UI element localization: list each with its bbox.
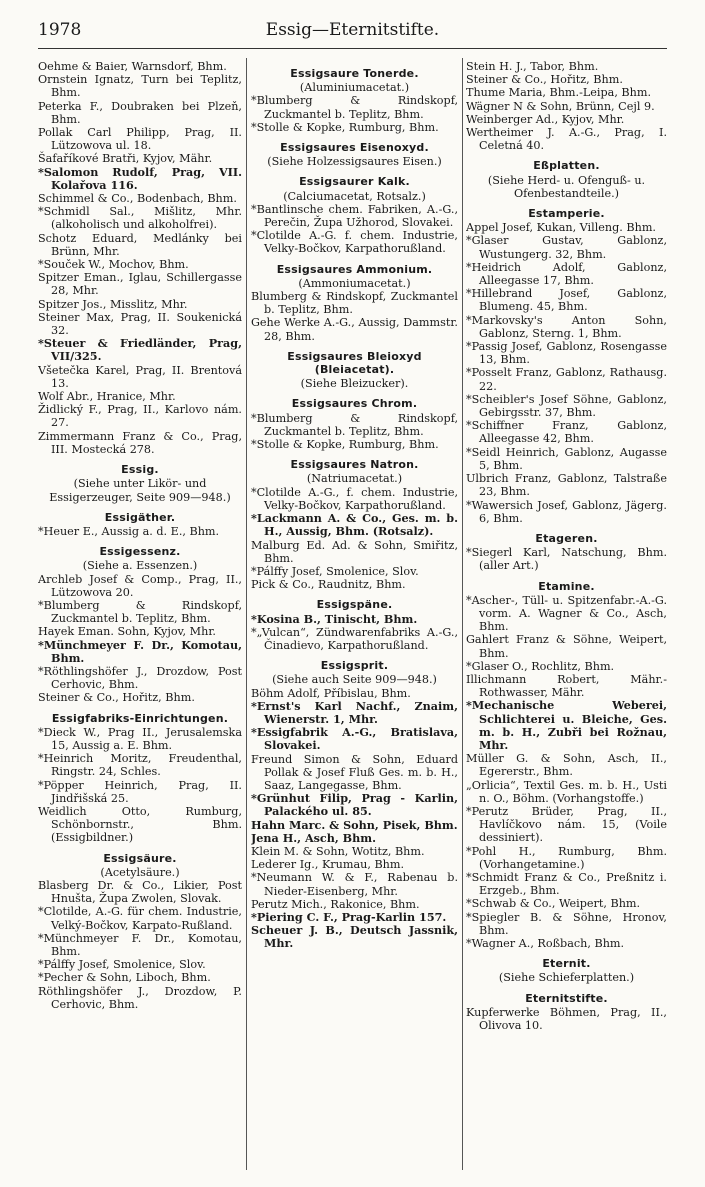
directory-entry: Gahlert Franz & Söhne, Weipert, Bhm. (466, 633, 667, 660)
directory-entry: *Perutz Brüder, Prag, II., Havlíčkovo nám. 15, (Voile dessiniert). (466, 804, 667, 845)
section-heading: Essigsaure Tonerde. (290, 67, 419, 80)
directory-entry: *Grünhut Filip, Prag - Karlin, Palackého ul. 85. (251, 791, 458, 819)
directory-entry: Wolf Abr., Hranice, Mhr. (38, 390, 176, 404)
directory-entry: Steiner & Co., Hořitz, Bhm. (466, 73, 623, 87)
directory-entry: *Pohl H., Rumburg, Bhm. (Vorhangetamine.) (466, 844, 667, 871)
section-heading: Eßplatten. (533, 159, 600, 173)
directory-entry: *Markovsky's Anton Sohn, Gablonz, Sterng. 1, Bhm. (466, 313, 667, 340)
directory-entry: *Hillebrand Josef, Gablonz, Blumeng. 45, Bhm. (466, 287, 667, 314)
directory-entry: Appel Josef, Kukan, Villeng. Bhm. (466, 221, 656, 235)
page-header (38, 14, 667, 44)
directory-entry: *Ascher-, Tüll- u. Spitzenfabr.-A.-G. vorm. A. Wagner & Co., Asch, Bhm. (466, 593, 667, 634)
section-heading: Essigsäure. (103, 851, 177, 865)
section-heading: Essigfabriks-Einrichtungen. (51, 711, 229, 725)
directory-entry: Stein H. J., Tabor, Bhm. (466, 60, 599, 73)
section-note: (Aluminiumacetat.) (299, 81, 410, 95)
directory-entry: Weidlich Otto, Rumburg, Schönbornstr., Bhm. (Essigbildner.) (38, 804, 242, 845)
section-heading: Eternit. (542, 957, 591, 971)
directory-entry: *Schiffner Franz, Gablonz, Alleegasse 42, Bhm. (466, 419, 667, 446)
directory-entry: *Glaser O., Rochlitz, Bhm. (466, 659, 615, 673)
directory-entry: *Stolle & Kopke, Rumburg, Bhm. (251, 438, 439, 452)
directory-entry: *Wagner A., Roßbach, Bhm. (466, 937, 625, 950)
section-note: (Siehe auch Seite 909—948.) (272, 673, 437, 687)
directory-entry: Müller G. & Sohn, Asch, II., Egererstr., Bhm. (466, 752, 667, 779)
directory-entry: Thume Maria, Bhm.-Leipa, Bhm. (466, 86, 652, 100)
directory-entry: Steiner Max, Prag, II. Soukenická 32. (38, 310, 242, 338)
directory-entry: Scheuer J. B., Deutsch Jassnik, Mhr. (251, 923, 458, 951)
directory-entry: *Blumberg & Rindskopf, Zuckmantel b. Teplitz, Bhm. (38, 598, 242, 626)
directory-entry: Spitzer Jos., Misslitz, Mhr. (38, 297, 188, 311)
directory-entry: Jena H., Asch, Bhm. (251, 830, 376, 845)
directory-entry: *Glaser Gustav, Gablonz, Wustungerg. 32, Bhm. (466, 234, 667, 261)
directory-entry: Židlický F., Prag, II., Karlovo nám. 27. (38, 403, 242, 430)
directory-entry: Freund Simon & Sohn, Eduard Pollak & Josef Fluß Ges. m. b. H., Saaz, Langegasse, Bhm. (251, 752, 458, 792)
directory-entry: *Posselt Franz, Gablonz, Rathausg. 22. (466, 366, 667, 393)
column-left (38, 60, 242, 1176)
directory-entry: *Steuer & Friedländer, Prag, VII/325. (38, 336, 242, 364)
directory-entry: Hayek Eman. Sohn, Kyjov, Mhr. (38, 625, 216, 639)
directory-entry: Böhm Adolf, Příbislau, Bhm. (251, 686, 411, 700)
directory-entry: *Schmidl Sal., Mišlitz, Mhr. (alkoholisch und alkoholfrei). (38, 205, 242, 232)
directory-entry: Gehe Werke A.-G., Aussig, Dammstr. 28, Bhm. (251, 316, 458, 343)
section-note: (Ammoniumacetat.) (298, 276, 411, 290)
directory-entry: Všetečka Karel, Prag, II. Brentová 13. (38, 363, 242, 390)
directory-entry: Schotz Eduard, Medlánky bei Brünn, Mhr. (38, 231, 242, 258)
section-note: (Siehe Herd- u. Ofenguß- u. Ofenbestandteile.) (487, 173, 646, 200)
directory-entry: *Stolle & Kopke, Rumburg, Bhm. (251, 120, 439, 134)
directory-entry: Ulbrich Franz, Gablonz, Talstraße 23, Bhm. (466, 472, 667, 499)
directory-entry: Röthlingshöfer J., Drozdow, P. Cerhovic, Bhm. (38, 984, 242, 1011)
section-heading: Essigsaurer Kalk. (299, 175, 410, 189)
directory-entry: *Heidrich Adolf, Gablonz, Alleegasse 17, Bhm. (466, 260, 667, 288)
section-note: (Acetylsäure.) (100, 865, 180, 879)
directory-entry: *Schmidt Franz & Co., Preßnitz i. Erzgeb., Bhm. (466, 870, 667, 898)
section-heading: Essigspäne. (316, 598, 393, 612)
directory-entry: Weinberger Ad., Kyjov, Mhr. (466, 112, 625, 126)
directory-entry: Pick & Co., Raudnitz, Bhm. (251, 578, 406, 592)
directory-entry: *Ernst's Karl Nachf., Znaim, Wienerstr. 1, Mhr. (251, 698, 458, 726)
directory-entry: *Scheibler's Josef Söhne, Gablonz, Gebirgsstr. 37, Bhm. (466, 392, 667, 420)
directory-entry: Archleb Josef & Comp., Prag, II., Lützowova 20. (38, 572, 242, 599)
section-note: (Siehe a. Essenzen.) (82, 559, 198, 573)
section-heading: Essigessenz. (99, 545, 181, 559)
directory-entry: „Orlicia“, Textil Ges. m. b. H., Usti n. O., Böhm. (Vorhangstoffe.) (466, 778, 667, 805)
directory-entry: Kupferwerke Böhmen, Prag, II., Olivova 10. (466, 1005, 667, 1033)
directory-entry: *Essigfabrik A.-G., Bratislava, Slovakei. (251, 725, 458, 753)
directory-entry: Wägner N & Sohn, Brünn, Cejl 9. (466, 99, 655, 113)
section-heading: Estamperie. (528, 207, 605, 221)
directory-entry: *Pecher & Sohn, Liboch, Bhm. (38, 971, 211, 985)
directory-entry: *Schwab & Co., Weipert, Bhm. (466, 897, 641, 911)
directory-entry: *Pálffy Josef, Smolenice, Slov. (251, 564, 419, 578)
directory-entry: *Röthlingshöfer J., Drozdow, Post Cerhovic, Bhm. (38, 664, 242, 692)
section-heading: Essigsaures Bleioxyd (Bleiacetat). (287, 349, 422, 377)
directory-entry: Spitzer Eman., Iglau, Schillergasse 28, Mhr. (38, 271, 242, 298)
section-note: (Calciumacetat, Rotsalz.) (283, 189, 426, 203)
directory-entry: *Siegerl Karl, Natschung, Bhm. (aller Art.) (466, 546, 667, 573)
directory-entry: Peterka F., Doubraken bei Plzeň, Bhm. (38, 99, 242, 126)
directory-entry: Blumberg & Rindskopf, Zuckmantel b. Teplitz, Bhm. (251, 290, 458, 317)
directory-entry: Klein M. & Sohn, Wotitz, Bhm. (251, 844, 425, 858)
section-note: (Siehe unter Likör- und Essigerzeuger, Seite 909—948.) (49, 477, 231, 504)
directory-entry: *Clotilde, A.-G. für chem. Industrie, Velký-Bočkov, Karpato-Rußland. (38, 905, 242, 932)
directory-entry: *Neumann W. & F., Rabenau b. Nieder-Eisenberg, Mhr. (251, 871, 458, 898)
directory-entry: *Pöpper Heinrich, Prag, II. Jindřišská 25. (38, 778, 242, 805)
section-note: (Siehe Holzessigsaures Eisen.) (267, 155, 442, 169)
directory-entry: Schimmel & Co., Bodenbach, Bhm. (38, 192, 237, 206)
directory-entry: *Souček W., Mochov, Bhm. (38, 258, 189, 272)
directory-entry: Ornstein Ignatz, Turn bei Teplitz, Bhm. (38, 73, 242, 100)
directory-entry: *Kosina B., Tinischt, Bhm. (251, 611, 418, 626)
page-number: 1978 (38, 20, 82, 40)
section-heading: Essigsaures Ammonium. (276, 262, 433, 276)
directory-entry: *„Vulcan“, Zündwarenfabriks A.-G., Činadievo, Karpathorußland. (251, 625, 458, 652)
directory-entry: *Münchmeyer F. Dr., Komotau, Bhm. (38, 637, 242, 665)
section-heading: Etageren. (535, 531, 598, 545)
directory-entry: *Pálffy Josef, Smolenice, Slov. (38, 958, 206, 972)
directory-entry: Illichmann Robert, Mähr.-Rothwasser, Mähr. (466, 672, 667, 700)
directory-entry: Zimmermann Franz & Co., Prag, III. Mostecká 278. (38, 429, 242, 456)
directory-entry: *Wawersich Josef, Gablonz, Jägerg. 6, Bhm. (466, 498, 667, 525)
directory-entry: *Heuer E., Aussig a. d. E., Bhm. (38, 524, 220, 538)
directory-entry: *Salomon Rudolf, Prag, VII. Kolařova 116. (38, 164, 242, 192)
section-heading: Essigsprit. (320, 659, 389, 673)
directory-entry: Šafaříkové Bratři, Kyjov, Mähr. (38, 152, 213, 166)
directory-entry: Blasberg Dr. & Co., Likier, Post Hnušta, Župa Zwolen, Slovak. (38, 878, 242, 906)
directory-entry: *Piering C. F., Prag-Karlin 157. (251, 909, 447, 924)
section-heading: Essigsaures Chrom. (291, 397, 418, 411)
section-heading: Essigsaures Natron. (290, 458, 419, 472)
directory-entry: *Clotilde A.-G. f. chem. Industrie, Velky-Bočkov, Karpathorußland. (251, 229, 458, 256)
column-divider (246, 58, 247, 1170)
directory-entry: *Seidl Heinrich, Gablonz, Augasse 5, Bhm. (466, 445, 667, 472)
directory-entry: *Lackmann A. & Co., Ges. m. b. H., Aussig, Bhm. (Rotsalz). (251, 511, 458, 539)
directory-entry: Lederer Ig., Krumau, Bhm. (251, 858, 405, 872)
section-note: (Siehe Bleizucker). (300, 377, 409, 391)
directory-entry: *Heinrich Moritz, Freudenthal, Ringstr. 24, Schles. (38, 752, 242, 779)
directory-entry: *Münchmeyer F. Dr., Komotau, Bhm. (38, 931, 242, 958)
directory-entry: Perutz Mich., Rakonice, Bhm. (251, 897, 420, 911)
directory-entry: Steiner & Co., Hořitz, Bhm. (38, 691, 195, 705)
directory-entry: *Blumberg & Rindskopf, Zuckmantel b. Teplitz, Bhm. (251, 94, 458, 121)
column-divider (462, 58, 463, 1170)
section-heading: Essigäther. (104, 510, 176, 524)
header-rule (38, 48, 667, 49)
section-heading: Essig. (121, 463, 159, 477)
page-title: Essig—Eternitstifte. (265, 20, 440, 40)
directory-entry: Malburg Ed. Ad. & Sohn, Smiřitz, Bhm. (251, 538, 458, 565)
section-note: (Natriumacetat.) (306, 472, 403, 486)
directory-entry: *Dieck W., Prag II., Jerusalemska 15, Aussig a. E. Bhm. (38, 725, 242, 752)
section-heading: Essigsaures Eisenoxyd. (280, 141, 429, 155)
directory-entry: Oehme & Baier, Warnsdorf, Bhm. (38, 60, 227, 73)
directory-entry: Hahn Marc. & Sohn, Pisek, Bhm. (251, 817, 458, 832)
directory-entry: Pollak Carl Philipp, Prag, II. Lützowova ul. 18. (38, 126, 242, 153)
directory-entry: *Clotilde A.-G., f. chem. Industrie, Velky-Bočkov, Karpathorußland. (251, 485, 458, 512)
directory-entry: *Bantlinsche chem. Fabriken, A.-G., Perečin, Župa Užhorod, Slovakei. (251, 202, 458, 230)
directory-entry: Wertheimer J. A.-G., Prag, I. Celetná 40. (466, 126, 667, 153)
directory-entry: *Spiegler B. & Söhne, Hronov, Bhm. (466, 910, 667, 937)
section-heading: Eternitstifte. (525, 991, 608, 1005)
directory-entry: *Blumberg & Rindskopf, Zuckmantel b. Teplitz, Bhm. (251, 411, 458, 438)
section-heading: Etamine. (538, 579, 595, 593)
section-note: (Siehe Schieferplatten.) (498, 971, 635, 985)
directory-entry: *Mechanische Weberei, Schlichterei u. Bleiche, Ges. m. b. H., Zubři bei Rožnau, Mhr. (466, 698, 667, 752)
column-middle (251, 60, 458, 1176)
column-right (466, 60, 667, 1176)
directory-entry: *Passig Josef, Gablonz, Rosengasse 13, Bhm. (466, 340, 667, 367)
